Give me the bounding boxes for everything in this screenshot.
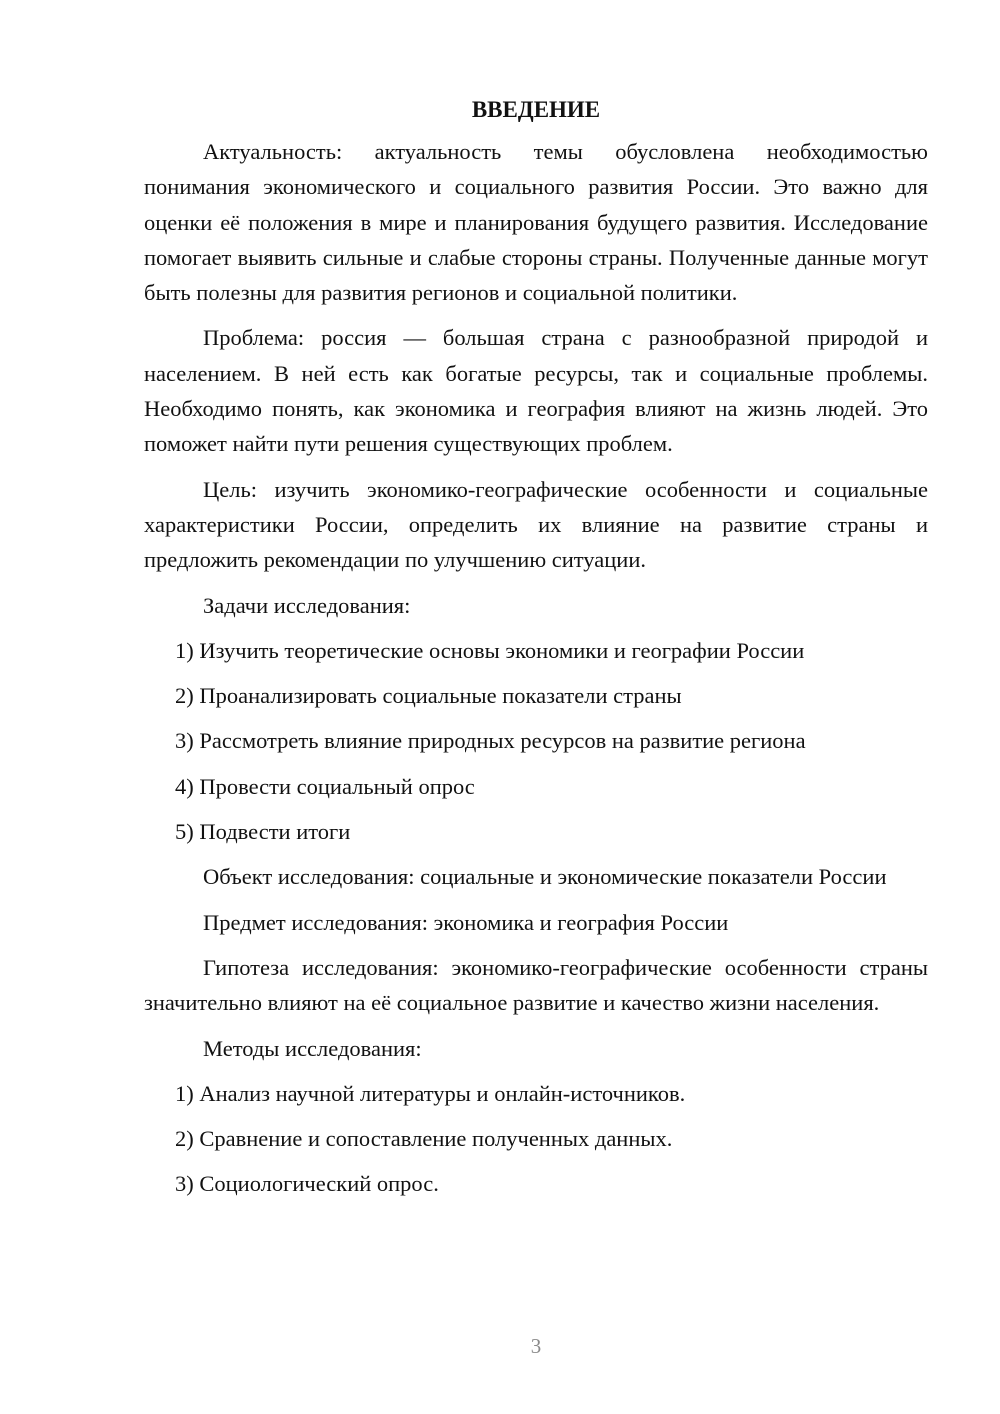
tasks-heading: Задачи исследования: <box>203 592 411 618</box>
page-number: 3 <box>530 1334 542 1358</box>
problem-paragraph: Проблема: россия — большая страна с разнообразной природой и населением. В ней есть как богатые ресурсы, так и социальные проблемы. Необходимо понять, как экономика и география влияют на жизнь людей. Это поможет найти пути решения существующих проблем. <box>144 325 928 457</box>
hypothesis-paragraph: Гипотеза исследования: экономико-географические особенности страны значительно влияют на её социальное развитие и качество жизни населения. <box>144 954 928 1016</box>
method-item: 2) Сравнение и сопоставление полученных данных. <box>175 1126 673 1152</box>
methods-heading: Методы исследования: <box>203 1035 422 1061</box>
task-item: 4) Провести социальный опрос <box>175 773 475 799</box>
task-item: 5) Подвести итоги <box>175 819 351 845</box>
goal-paragraph: Цель: изучить экономико-географические особенности и социальные характеристики России, определить их влияние на развитие страны и предложить рекомендации по улучшению ситуации. <box>144 476 928 573</box>
object-paragraph: Объект исследования: социальные и экономические показатели России <box>203 864 887 890</box>
page-title: ВВЕДЕНИЕ <box>471 97 601 122</box>
relevance-paragraph: Актуальность: актуальность темы обусловлена необходимостью понимания экономического и социального развития России. Это важно для оценки её положения в мире и планирования будущего развития. Исследование помогает выявить сильные и слабые стороны страны. Полученные данные могут быть полезны для развития регионов и социальной политики. <box>144 139 928 306</box>
subject-paragraph: Предмет исследования: экономика и география России <box>203 909 729 935</box>
task-item: 1) Изучить теоретические основы экономики и географии России <box>175 637 805 663</box>
task-item: 2) Проанализировать социальные показатели страны <box>175 683 682 709</box>
method-item: 1) Анализ научной литературы и онлайн-источников. <box>175 1080 686 1106</box>
method-item: 3) Социологический опрос. <box>175 1171 439 1197</box>
page-content <box>144 92 928 1212</box>
task-item: 3) Рассмотреть влияние природных ресурсов на развитие региона <box>175 728 806 754</box>
